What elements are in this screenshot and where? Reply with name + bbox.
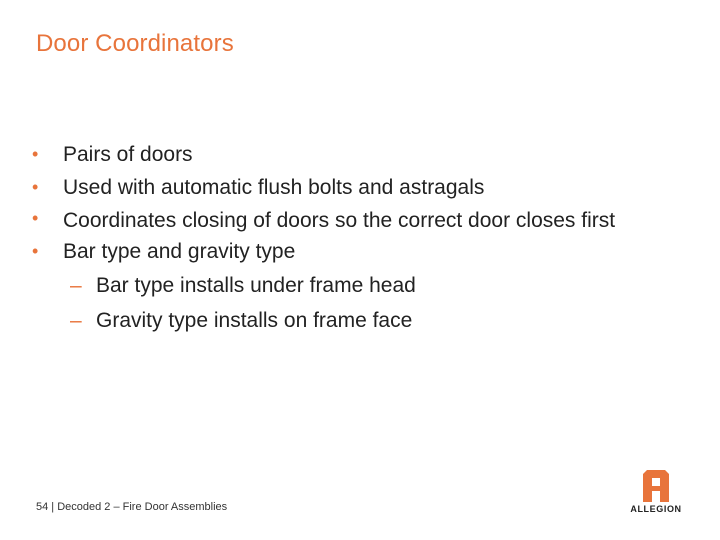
bullet-text: Used with automatic flush bolts and astragals	[63, 176, 485, 199]
slide-footer: 54 | Decoded 2 – Fire Door Assemblies	[36, 501, 228, 513]
bullet-list	[30, 138, 690, 338]
slide-title: Door Coordinators	[36, 30, 234, 57]
bullet-marker: •	[32, 144, 39, 164]
bullet-text: Coordinates closing of doors so the correct door closes first	[63, 209, 616, 232]
sub-bullet-text: Gravity type installs on frame face	[96, 309, 413, 332]
allegion-logo-icon	[643, 470, 669, 502]
sub-bullet-marker: –	[70, 274, 82, 297]
sub-bullet-item	[30, 268, 690, 303]
bullet-text: Pairs of doors	[63, 143, 193, 166]
bullet-marker: •	[32, 208, 39, 228]
bullet-item	[30, 204, 690, 235]
bullet-text: Bar type and gravity type	[63, 240, 296, 263]
sub-bullet-marker: –	[70, 309, 82, 332]
allegion-logo	[624, 470, 688, 516]
bullet-item	[30, 235, 690, 268]
sub-bullet-item	[30, 303, 690, 338]
bullet-item	[30, 138, 690, 171]
sub-bullet-text: Bar type installs under frame head	[96, 274, 416, 297]
logo-text: ALLEGION	[630, 504, 682, 514]
bullet-marker: •	[32, 177, 39, 197]
bullet-item	[30, 171, 690, 204]
bullet-marker: •	[32, 241, 39, 261]
